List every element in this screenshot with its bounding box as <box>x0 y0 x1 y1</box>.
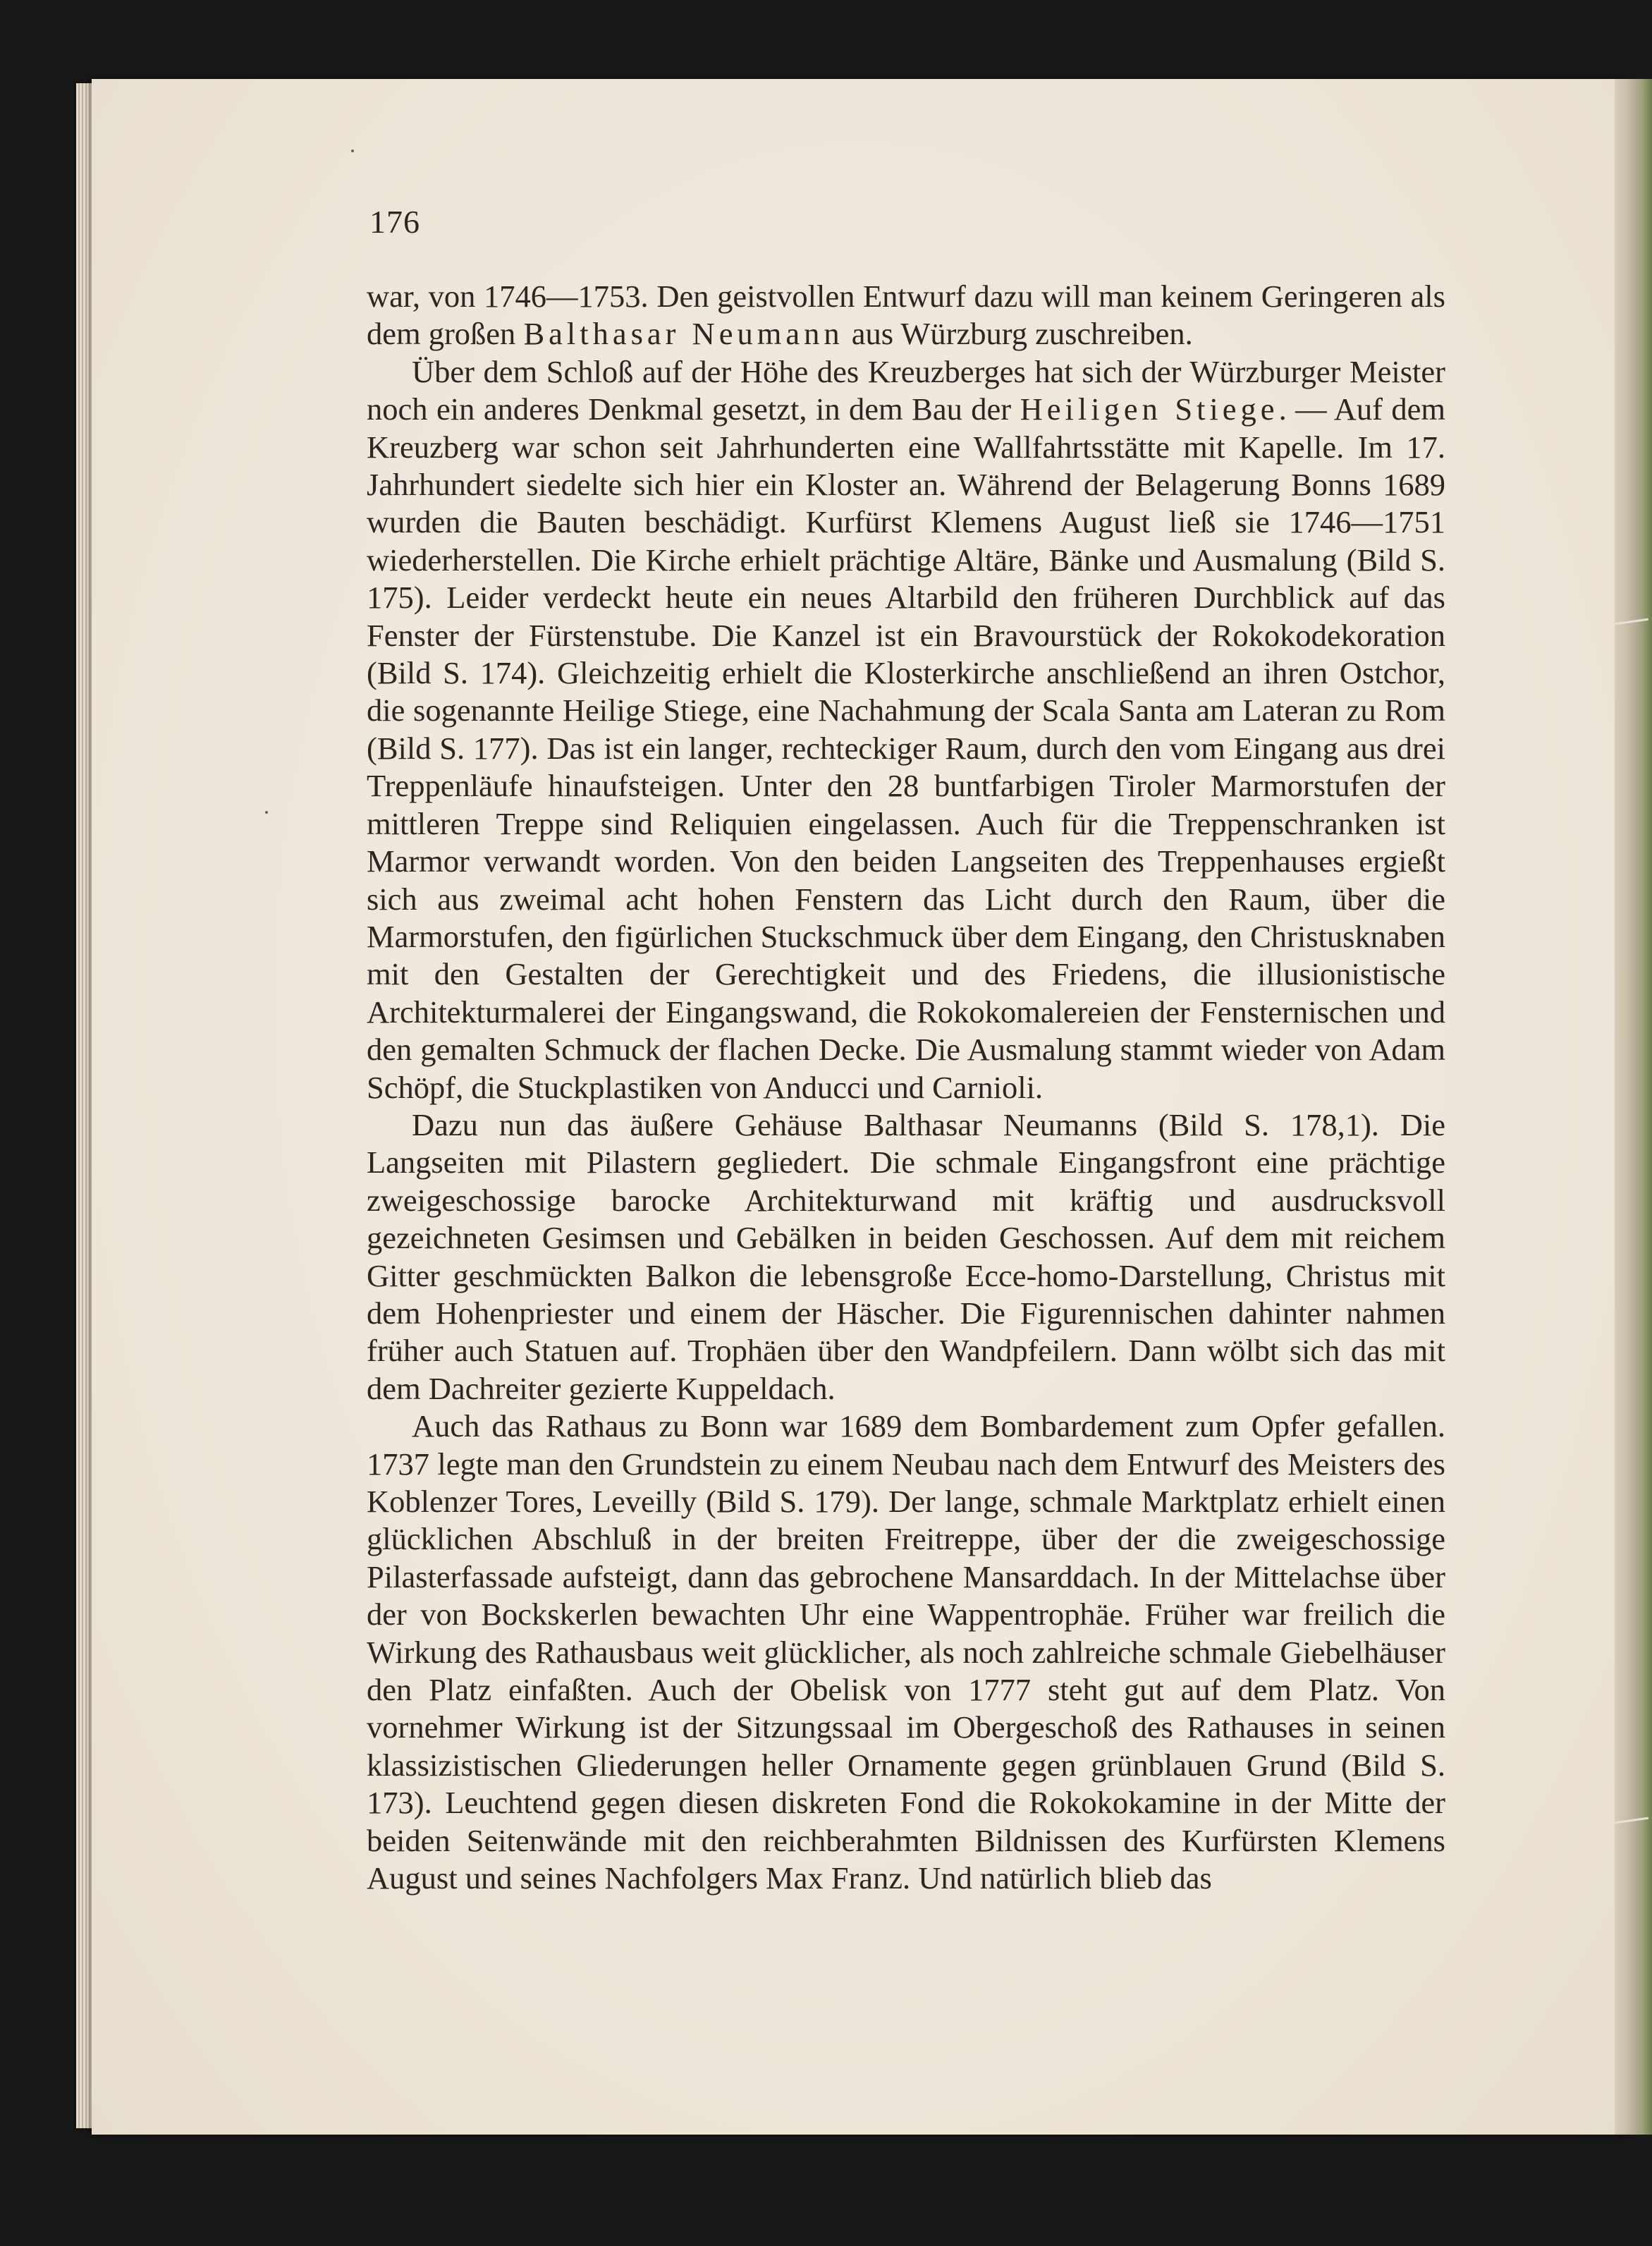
paragraph-2 <box>367 353 1445 1106</box>
page-number: 176 <box>369 204 420 240</box>
paragraph-2-tail: . — Auf dem Kreuzberg war schon seit Jahrhunderten eine Wallfahrtsstätte mit Kapelle. Im 17. Jahrhundert siedelte sich hier ein Kloster an. Während der Belagerung Bonns 1689 wurden die Bauten beschädigt. Kurfürst Klemens August ließ sie 1746—1751 wiederherstellen. Die Kirche erhielt prächtige Altäre, Bänke und Ausmalung (Bild S. 175). Leider verdeckt heute ein neues Altarbild den früheren Durchblick auf das Fenster der Fürstenstube. Die Kanzel ist ein Bravourstück der Rokokodekoration (Bild S. 174). Gleichzeitig erhielt die Klosterkirche anschließend an ihren Ostchor, die sogenannte Heilige Stiege, eine Nachahmung der Scala Santa am Lateran zu Rom (Bild S. 177). Das ist ein langer, rechteckiger Raum, durch den vom Eingang aus drei Treppenläufe hinaufsteigen. Unter den 28 buntfarbigen Tiroler Marmorstufen der mittleren Treppe sind Reliquien eingelassen. Auch für die Treppenschranken ist Marmor verwandt worden. Von den beiden Langseiten des Treppenhauses ergießt sich aus zweimal acht hohen Fenstern das Licht durch den Raum, über die Marmorstufen, den figürlichen Stuckschmuck über dem Eingang, den Christusknaben mit den Gestalten der Gerechtigkeit und des Friedens, die illusionistische Architekturmalerei der Eingangswand, die Rokokomalereien der Fensternischen und den gemalten Schmuck der flachen Decke. Die Ausmalung stammt wieder von Adam Schöpf, die Stuckplastiken von Anducci und Carnioli. <box>367 391 1445 1105</box>
paper-speck <box>351 149 354 152</box>
paragraph-1-text: war, von 1746—1753. Den geistvollen Entwurf dazu will man keinem Geringeren als dem großen <box>367 279 1445 352</box>
body-text <box>367 278 1445 1897</box>
paper-speck <box>265 811 268 814</box>
emphasis-name: Heiligen Stiege <box>1020 391 1279 427</box>
book-spine <box>1615 79 1652 2135</box>
paragraph-1 <box>367 278 1445 353</box>
paragraph-2-text: Über dem Schloß auf der Höhe des Kreuzberges hat sich der Würzburger Meister noch ein anderes Denkmal gesetzt, in dem Bau der <box>367 353 1445 427</box>
paragraph-4: Auch das Rathaus zu Bonn war 1689 dem Bombardement zum Opfer gefallen. 1737 legte man den Grundstein zu einem Neubau nach dem Entwurf des Meisters des Koblenzer Tores, Leveilly (Bild S. 179). Der lange, schmale Marktplatz erhielt einen glücklichen Abschluß in der breiten Freitreppe, über der die zweigeschossige Pilasterfassade aufsteigt, dann das gebrochene Mansarddach. In der Mittelachse über der von Bockskerlen bewachten Uhr eine Wappentrophäe. Früher war freilich die Wirkung des Rathausbaus weit glücklicher, als noch zahlreiche schmale Giebelhäuser den Platz einfaßten. Auch der Obelisk von 1777 steht gut auf dem Platz. Von vornehmer Wirkung ist der Sitzungssaal im Obergeschoß des Rathauses in seinen klassizistischen Gliederungen heller Ornamente gegen grünblauen Grund (Bild S. 173). Leuchtend gegen diesen diskreten Fond die Rokokokamine in der Mitte der beiden Seitenwände mit den reichberahmten Bildnissen des Kurfürsten Klemens August und seines Nachfolgers Max Franz. Und natürlich blieb das <box>367 1408 1445 1896</box>
paragraph-3: Dazu nun das äußere Gehäuse Balthasar Neumanns (Bild S. 178,1). Die Langseiten mit Pilastern gegliedert. Die schmale Eingangsfront eine prächtige zweigeschossige barocke Architekturwand mit kräftig und ausdrucksvoll gezeichneten Gesimsen und Gebälken in beiden Geschossen. Auf dem mit reichem Gitter geschmückten Balkon die lebensgroße Ecce-homo-Darstellung, Christus mit dem Hohenpriester und einem der Häscher. Die Figurennischen dahinter nahmen früher auch Statuen auf. Trophäen über den Wandpfeilern. Dann wölbt sich das mit dem Dachreiter gezierte Kuppeldach. <box>367 1106 1445 1406</box>
paragraph-1-tail: aus Würzburg zuschreiben. <box>843 316 1193 352</box>
emphasis-name: Balthasar Neumann <box>523 316 844 352</box>
